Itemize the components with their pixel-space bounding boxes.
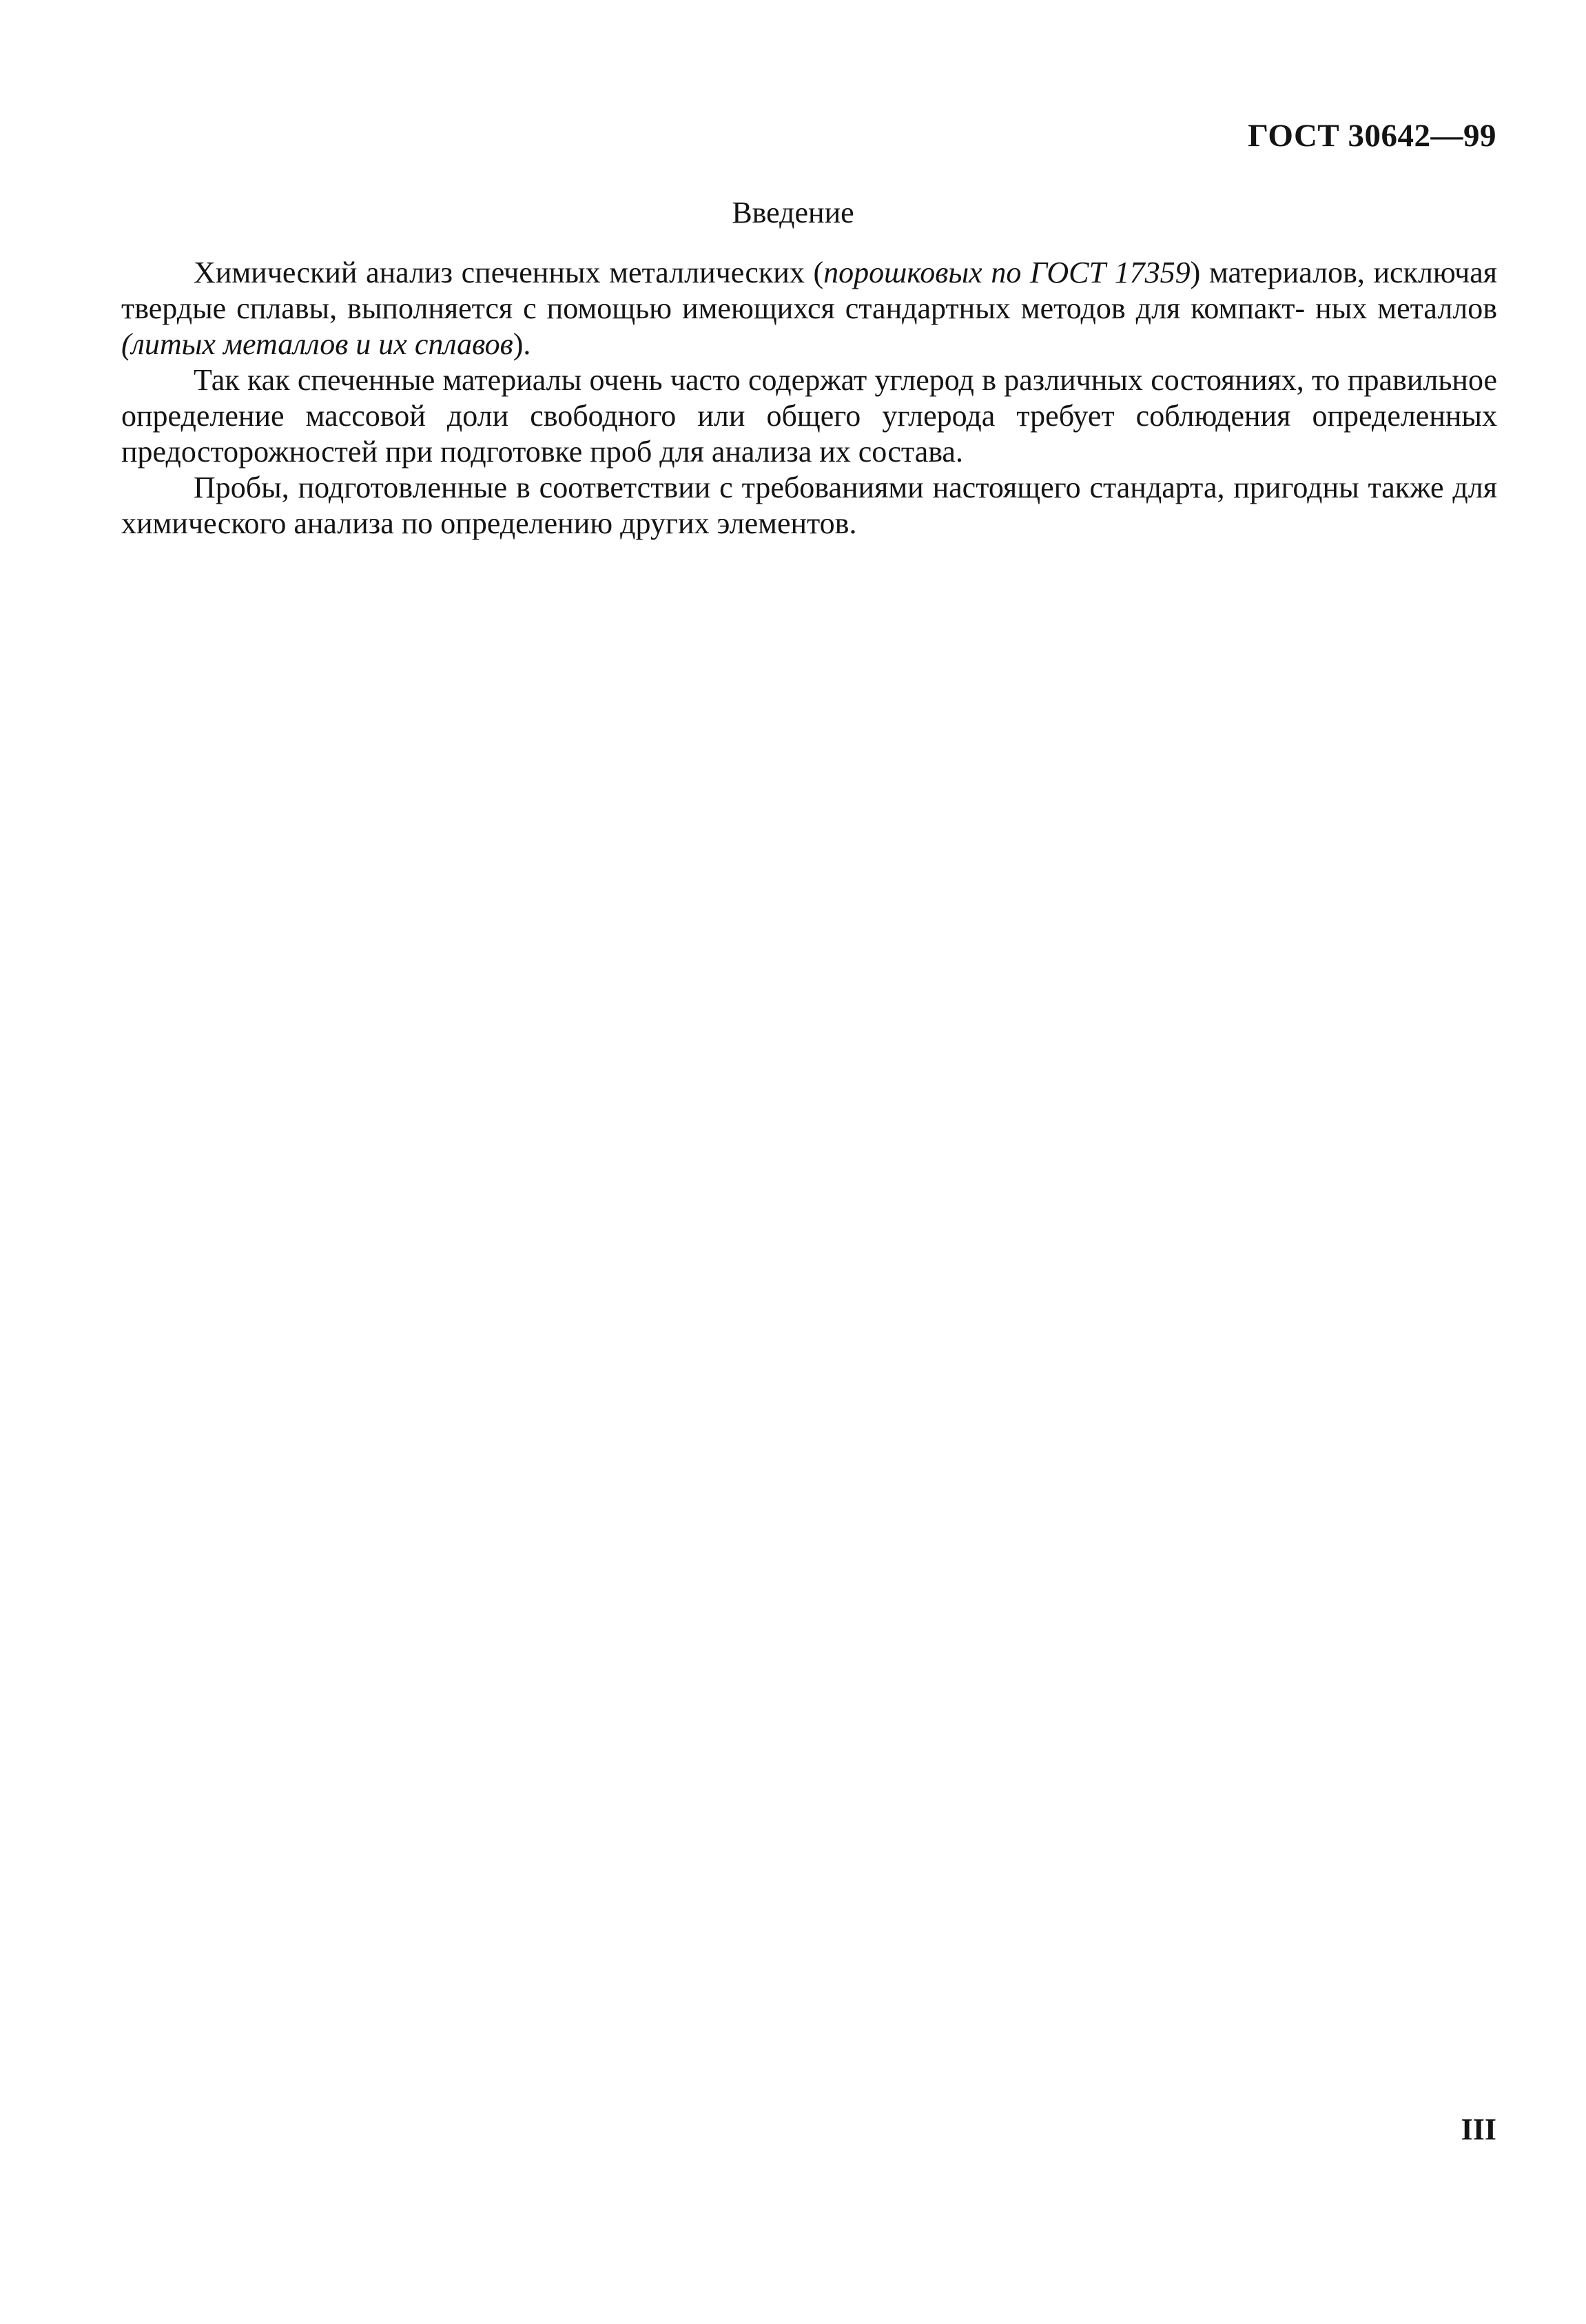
text-run: Химический анализ спеченных металлических ( (194, 256, 824, 289)
text-run: ) материалов, (1190, 256, 1365, 289)
paragraph (121, 362, 1497, 470)
text-line (194, 471, 1444, 504)
text-run: определенных предосторожностей при подготовке проб для анализа их состава. (121, 399, 1497, 469)
text-line (194, 363, 1340, 397)
italic-text: (литых металлов и их сплавов (121, 327, 513, 361)
text-run: Так как спеченные материалы очень часто содержат углерод в различных состояниях, то (194, 363, 1340, 397)
section-title: Введение (732, 196, 854, 229)
paragraph (121, 255, 1497, 362)
paragraph (121, 470, 1497, 542)
text-run: ). (513, 327, 531, 361)
text-line (194, 256, 1365, 289)
document-designation: ГОСТ 30642—99 (1248, 118, 1496, 154)
text-run: ных металлов (1315, 291, 1498, 325)
text-run: правильное определение массовой доли свободного или общего углерода требует соблюдения (121, 363, 1498, 433)
text-run: исключая твердые сплавы, выполняется с помощью имеющихся стандартных методов для компакт- (121, 256, 1498, 325)
body-text (121, 255, 1497, 542)
page-number: III (1461, 2112, 1496, 2146)
italic-text: порошковых по ГОСТ 17359 (823, 256, 1191, 289)
text-run: для химического анализа по определению других элементов. (121, 471, 1498, 540)
text-run: Пробы, подготовленные в соответствии с требованиями настоящего стандарта, пригодны также (194, 471, 1444, 504)
